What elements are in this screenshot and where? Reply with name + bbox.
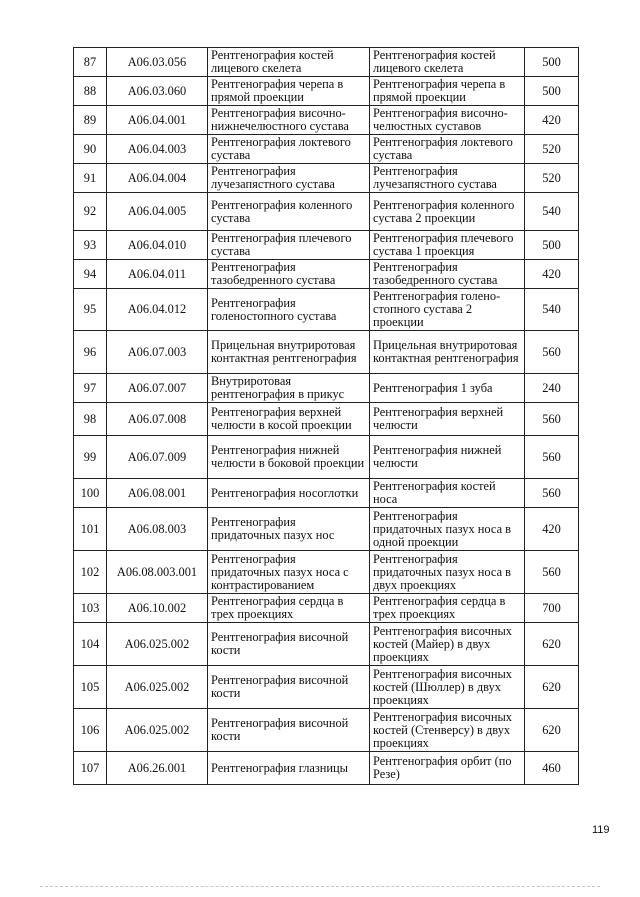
table-row (74, 48, 579, 77)
service-code: A06.07.007 (107, 374, 208, 403)
service-description: Рентгенография плечевого сустава 1 проекция (370, 231, 525, 260)
service-code: A06.025.002 (107, 709, 208, 752)
service-price: 560 (525, 403, 579, 436)
service-code: A06.08.003 (107, 508, 208, 551)
table-row (74, 551, 579, 594)
service-code: A06.07.009 (107, 436, 208, 479)
service-price: 620 (525, 623, 579, 666)
price-table (73, 47, 579, 785)
row-number: 90 (74, 135, 107, 164)
service-code: A06.04.005 (107, 193, 208, 231)
row-number: 97 (74, 374, 107, 403)
table-row (74, 374, 579, 403)
service-name: Рентгенография коленного сустава (208, 193, 370, 231)
table-row (74, 289, 579, 331)
service-name: Внутриротовая рентгенография в прикус (208, 374, 370, 403)
service-name: Рентгенография черепа в прямой проекции (208, 77, 370, 106)
row-number: 93 (74, 231, 107, 260)
service-code: A06.025.002 (107, 666, 208, 709)
service-name: Рентгенография сердца в трех проекциях (208, 594, 370, 623)
table-row (74, 260, 579, 289)
row-number: 103 (74, 594, 107, 623)
service-description: Рентгенография костей лицевого скелета (370, 48, 525, 77)
service-name: Рентгенография тазобедренного сустава (208, 260, 370, 289)
service-description: Рентгенография голено-стопного сустава 2 проекции (370, 289, 525, 331)
row-number: 99 (74, 436, 107, 479)
row-number: 94 (74, 260, 107, 289)
service-price: 240 (525, 374, 579, 403)
scan-edge-line (40, 886, 600, 887)
service-description: Рентгенография височных костей (Майер) в двух проекциях (370, 623, 525, 666)
service-description: Рентгенография черепа в прямой проекции (370, 77, 525, 106)
service-price: 420 (525, 508, 579, 551)
row-number: 96 (74, 331, 107, 374)
service-name: Рентгенография придаточных пазух нос (208, 508, 370, 551)
service-code: A06.26.001 (107, 752, 208, 785)
service-code: A06.03.056 (107, 48, 208, 77)
table-row (74, 709, 579, 752)
service-name: Рентгенография височной кости (208, 623, 370, 666)
service-name: Рентгенография височно-нижнечелюстного сустава (208, 106, 370, 135)
service-name: Рентгенография носоглотки (208, 479, 370, 508)
row-number: 98 (74, 403, 107, 436)
service-code: A06.08.001 (107, 479, 208, 508)
service-description: Рентгенография 1 зуба (370, 374, 525, 403)
service-description: Рентгенография придаточных пазух носа в двух проекциях (370, 551, 525, 594)
table-row (74, 106, 579, 135)
service-price: 560 (525, 479, 579, 508)
service-code: A06.04.004 (107, 164, 208, 193)
table-row (74, 666, 579, 709)
service-description: Рентгенография придаточных пазух носа в одной проекции (370, 508, 525, 551)
service-description: Рентгенография лучезапястного сустава (370, 164, 525, 193)
table-row (74, 164, 579, 193)
service-description: Рентгенография локтевого сустава (370, 135, 525, 164)
service-price: 500 (525, 77, 579, 106)
service-code: A06.07.003 (107, 331, 208, 374)
service-code: A06.08.003.001 (107, 551, 208, 594)
row-number: 92 (74, 193, 107, 231)
row-number: 106 (74, 709, 107, 752)
row-number: 87 (74, 48, 107, 77)
service-code: A06.04.012 (107, 289, 208, 331)
service-price: 520 (525, 164, 579, 193)
service-name: Рентгенография придаточных пазух носа с контрастированием (208, 551, 370, 594)
service-description: Рентгенография височных костей (Шюллер) в двух проекциях (370, 666, 525, 709)
row-number: 107 (74, 752, 107, 785)
row-number: 105 (74, 666, 107, 709)
row-number: 91 (74, 164, 107, 193)
service-code: A06.10.002 (107, 594, 208, 623)
service-price: 420 (525, 260, 579, 289)
service-price: 540 (525, 193, 579, 231)
service-code: A06.03.060 (107, 77, 208, 106)
service-description: Рентгенография верхней челюсти (370, 403, 525, 436)
table-row (74, 508, 579, 551)
service-name: Рентгенография нижней челюсти в боковой проекции (208, 436, 370, 479)
service-price: 560 (525, 551, 579, 594)
row-number: 88 (74, 77, 107, 106)
row-number: 95 (74, 289, 107, 331)
service-name: Рентгенография височной кости (208, 709, 370, 752)
service-price: 420 (525, 106, 579, 135)
service-description: Рентгенография височно-челюстных суставов (370, 106, 525, 135)
service-description: Рентгенография нижней челюсти (370, 436, 525, 479)
service-name: Рентгенография локтевого сустава (208, 135, 370, 164)
service-price: 460 (525, 752, 579, 785)
table-row (74, 403, 579, 436)
row-number: 104 (74, 623, 107, 666)
service-code: A06.04.011 (107, 260, 208, 289)
table-row (74, 77, 579, 106)
service-price: 560 (525, 436, 579, 479)
service-code: A06.04.001 (107, 106, 208, 135)
service-price: 700 (525, 594, 579, 623)
service-name: Рентгенография глазницы (208, 752, 370, 785)
service-name: Рентгенография верхней челюсти в косой проекции (208, 403, 370, 436)
row-number: 101 (74, 508, 107, 551)
price-table-body (74, 48, 579, 785)
page-number: 119 (592, 824, 610, 836)
service-price: 500 (525, 231, 579, 260)
table-row (74, 135, 579, 164)
service-description: Рентгенография тазобедренного сустава (370, 260, 525, 289)
service-description: Рентгенография костей носа (370, 479, 525, 508)
service-name: Рентгенография лучезапястного сустава (208, 164, 370, 193)
service-name: Рентгенография плечевого сустава (208, 231, 370, 260)
service-price: 540 (525, 289, 579, 331)
table-row (74, 436, 579, 479)
service-name: Рентгенография голеностопного сустава (208, 289, 370, 331)
table-row (74, 479, 579, 508)
service-description: Рентгенография коленного сустава 2 проекции (370, 193, 525, 231)
service-price: 560 (525, 331, 579, 374)
service-code: A06.07.008 (107, 403, 208, 436)
table-row (74, 752, 579, 785)
service-name: Рентгенография височной кости (208, 666, 370, 709)
table-row (74, 231, 579, 260)
service-code: A06.04.003 (107, 135, 208, 164)
row-number: 100 (74, 479, 107, 508)
service-description: Прицельная внутриротовая контактная рентгенография (370, 331, 525, 374)
service-price: 620 (525, 666, 579, 709)
service-price: 620 (525, 709, 579, 752)
table-row (74, 193, 579, 231)
service-code: A06.025.002 (107, 623, 208, 666)
service-description: Рентгенография сердца в трех проекциях (370, 594, 525, 623)
table-row (74, 594, 579, 623)
service-description: Рентгенография орбит (по Резе) (370, 752, 525, 785)
table-row (74, 331, 579, 374)
row-number: 102 (74, 551, 107, 594)
service-name: Рентгенография костей лицевого скелета (208, 48, 370, 77)
table-row (74, 623, 579, 666)
service-name: Прицельная внутриротовая контактная рентгенография (208, 331, 370, 374)
service-description: Рентгенография височных костей (Стенверсу) в двух проекциях (370, 709, 525, 752)
service-code: A06.04.010 (107, 231, 208, 260)
row-number: 89 (74, 106, 107, 135)
service-price: 500 (525, 48, 579, 77)
service-price: 520 (525, 135, 579, 164)
